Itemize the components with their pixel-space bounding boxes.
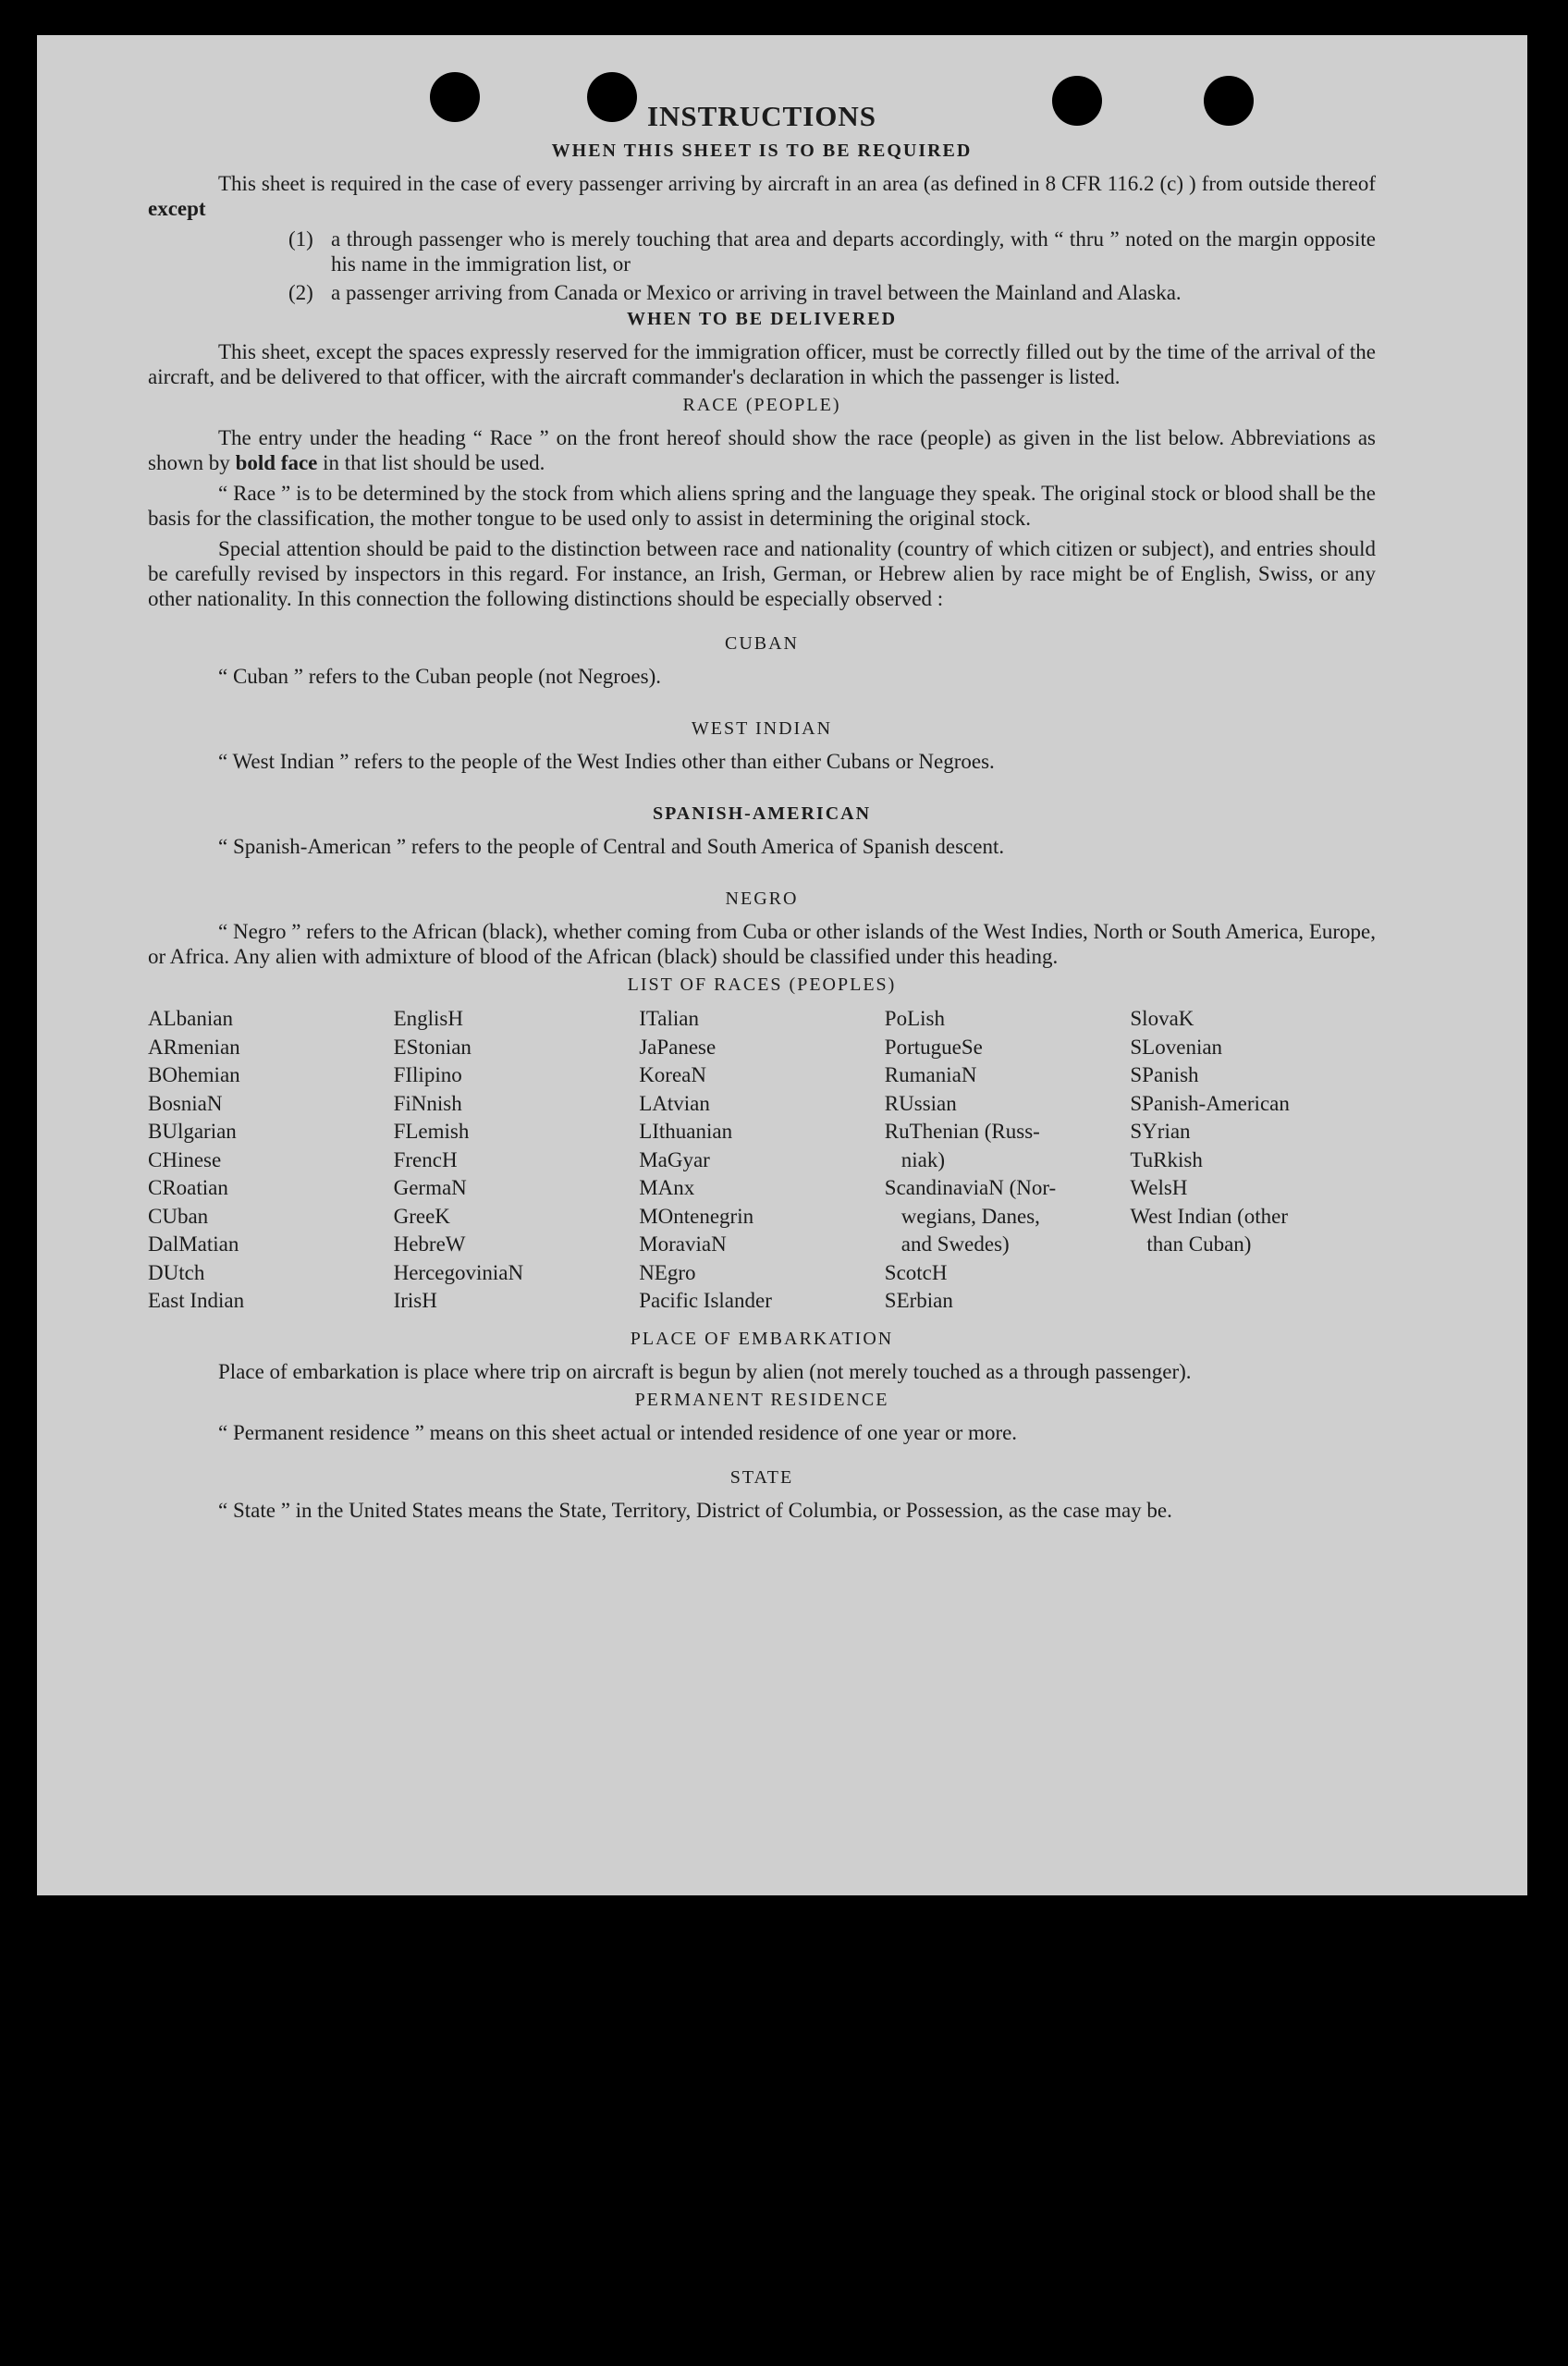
race-entry: DalMatian (148, 1232, 239, 1256)
race-entry: niak) (900, 1147, 946, 1171)
race-entry: ScandinaviaN (Nor- (884, 1176, 1057, 1199)
list-item: (2) a passenger arriving from Canada or Mexico or arriving in travel between the Mainland and Alaska. (288, 281, 1182, 304)
race-entry: PortugueSe (884, 1035, 983, 1059)
race-entry: wegians, Danes, (900, 1204, 1040, 1228)
instructions-content (148, 100, 1376, 1528)
race-paragraph-2: “ Race ” is to be determined by the stock from which aliens spring and the language they speak. The original stock or blood shall be the basis for the classification, the mother tongue to be used only to assist in determining the original stock. (148, 482, 1376, 530)
section-heading-spanish-american: SPANISH-AMERICAN (652, 803, 872, 824)
race-entry: DUtch (148, 1260, 205, 1284)
section-heading-negro: NEGRO (725, 889, 799, 909)
race-entry: TuRkish (1130, 1147, 1203, 1171)
section-heading-state: STATE (729, 1466, 794, 1488)
race-list (148, 1005, 1376, 1316)
race-paragraph-1: The entry under the heading “ Race ” on the front hereof should show the race (people) as given in the list below. Abbreviations as shown by bold face in that list should be used. (148, 426, 1376, 474)
section-heading-race: RACE (PEOPLE) (682, 395, 841, 415)
race-paragraph-3: Special attention should be paid to the distinction between race and nationality (country of which citizen or subject), and entries should be carefully revised by inspectors in this regard. For instance, an Irish, German, or Hebrew alien by race might be of English, Swiss, or any other nationality. In this connection the following distinctions should be especially observed : (148, 537, 1376, 610)
race-entry: MAnx (639, 1176, 695, 1199)
delivered-text: This sheet, except the spaces expressly reserved for the immigration officer, must be correctly filled out by the time of the arrival of the aircraft, and be delivered to that officer, with the aircraft commander's declaration in which the passenger is listed. (148, 340, 1376, 388)
race-entry: MaGyar (639, 1147, 710, 1171)
section-heading-required: WHEN THIS SHEET IS TO BE REQUIRED (551, 141, 973, 161)
race-entry: KoreaN (639, 1063, 706, 1086)
race-entry: WelsH (1130, 1176, 1188, 1199)
race-entry: ScotcH (884, 1260, 948, 1284)
required-intro: This sheet is required in the case of every passenger arriving by aircraft in an area (as defined in 8 CFR 116.2 (c) ) from outside thereof except (148, 172, 1376, 220)
race-entry: CHinese (148, 1147, 222, 1171)
race-entry: than Cuban) (1146, 1232, 1252, 1256)
race-column (394, 1005, 640, 1316)
race-column (1130, 1005, 1376, 1316)
state-text: “ State ” in the United States means the State, Territory, District of Columbia, or Possession, as the case may be. (218, 1498, 1172, 1522)
race-entry: SErbian (884, 1289, 953, 1312)
race-entry: FIlipino (393, 1063, 462, 1086)
race-entry: SPanish-American (1130, 1091, 1290, 1115)
race-entry: PoLish (884, 1007, 945, 1030)
race-entry: RuThenian (Russ- (884, 1120, 1040, 1143)
race-entry: ARmenian (148, 1035, 240, 1059)
race-entry: CUban (148, 1204, 209, 1228)
race-entry: GreeK (393, 1204, 450, 1228)
race-column (885, 1005, 1131, 1316)
race-entry: EnglisH (393, 1007, 463, 1030)
negro-text: “ Negro ” refers to the African (black), whether coming from Cuba or other islands of the West Indies, North or South America, Europe, or Africa. Any alien with admixture of blood of the African (black) should be classified under this heading. (148, 920, 1376, 968)
race-entry: GermaN (393, 1176, 467, 1199)
race-entry: BUlgarian (148, 1120, 237, 1143)
race-entry: JaPanese (639, 1035, 717, 1059)
section-heading-delivered: WHEN TO BE DELIVERED (626, 309, 898, 329)
section-heading-embarkation: PLACE OF EMBARKATION (630, 1328, 894, 1349)
race-entry: MoraviaN (639, 1232, 727, 1256)
race-entry: Pacific Islander (639, 1289, 772, 1312)
race-entry: and Swedes) (900, 1232, 1010, 1256)
west-indian-text: “ West Indian ” refers to the people of the West Indies other than either Cubans or Negroes. (218, 750, 995, 773)
race-entry: FLemish (393, 1120, 470, 1143)
cuban-text: “ Cuban ” refers to the Cuban people (not Negroes). (218, 665, 662, 688)
race-entry: RumaniaN (884, 1063, 977, 1086)
race-entry: FiNnish (393, 1091, 462, 1115)
race-entry: SYrian (1130, 1120, 1191, 1143)
race-entry: MOntenegrin (639, 1204, 754, 1228)
embarkation-text: Place of embarkation is place where trip on aircraft is begun by alien (not merely touched as a through passenger). (218, 1359, 1192, 1383)
race-entry: East Indian (148, 1289, 245, 1312)
race-column (639, 1005, 885, 1316)
race-entry: SPanish (1130, 1063, 1199, 1086)
list-item: (1) a through passenger who is merely touching that area and departs accordingly, with “ thru ” noted on the margin opposite his name in the immigration list, or (288, 227, 1376, 276)
race-entry: NEgro (639, 1260, 696, 1284)
race-entry: HercegoviniaN (393, 1260, 524, 1284)
race-entry: LAtvian (639, 1091, 710, 1115)
race-entry: ITalian (639, 1007, 699, 1030)
spanish-american-text: “ Spanish-American ” refers to the people of Central and South America of Spanish descent. (218, 835, 1005, 858)
section-heading-west-indian: WEST INDIAN (691, 718, 833, 739)
race-entry: RUssian (884, 1091, 957, 1115)
race-entry: FrencH (393, 1147, 458, 1171)
page-title: INSTRUCTIONS (646, 100, 876, 132)
section-heading-cuban: CUBAN (724, 633, 799, 654)
race-entry: HebreW (393, 1232, 466, 1256)
race-entry: BOhemian (148, 1063, 240, 1086)
race-entry: ALbanian (148, 1007, 233, 1030)
race-entry: BosniaN (148, 1091, 223, 1115)
race-entry: IrisH (393, 1289, 437, 1312)
race-column (148, 1005, 394, 1316)
section-heading-residence: PERMANENT RESIDENCE (634, 1389, 889, 1410)
race-entry: West Indian (other (1130, 1204, 1288, 1228)
race-entry: SlovaK (1130, 1007, 1194, 1030)
section-heading-race-list: LIST OF RACES (PEOPLES) (627, 975, 897, 995)
residence-text: “ Permanent residence ” means on this sheet actual or intended residence of one year or more. (218, 1420, 1018, 1444)
race-entry: CRoatian (148, 1176, 228, 1199)
race-entry: SLovenian (1130, 1035, 1223, 1059)
race-entry: LIthuanian (639, 1120, 733, 1143)
race-entry: EStonian (393, 1035, 472, 1059)
